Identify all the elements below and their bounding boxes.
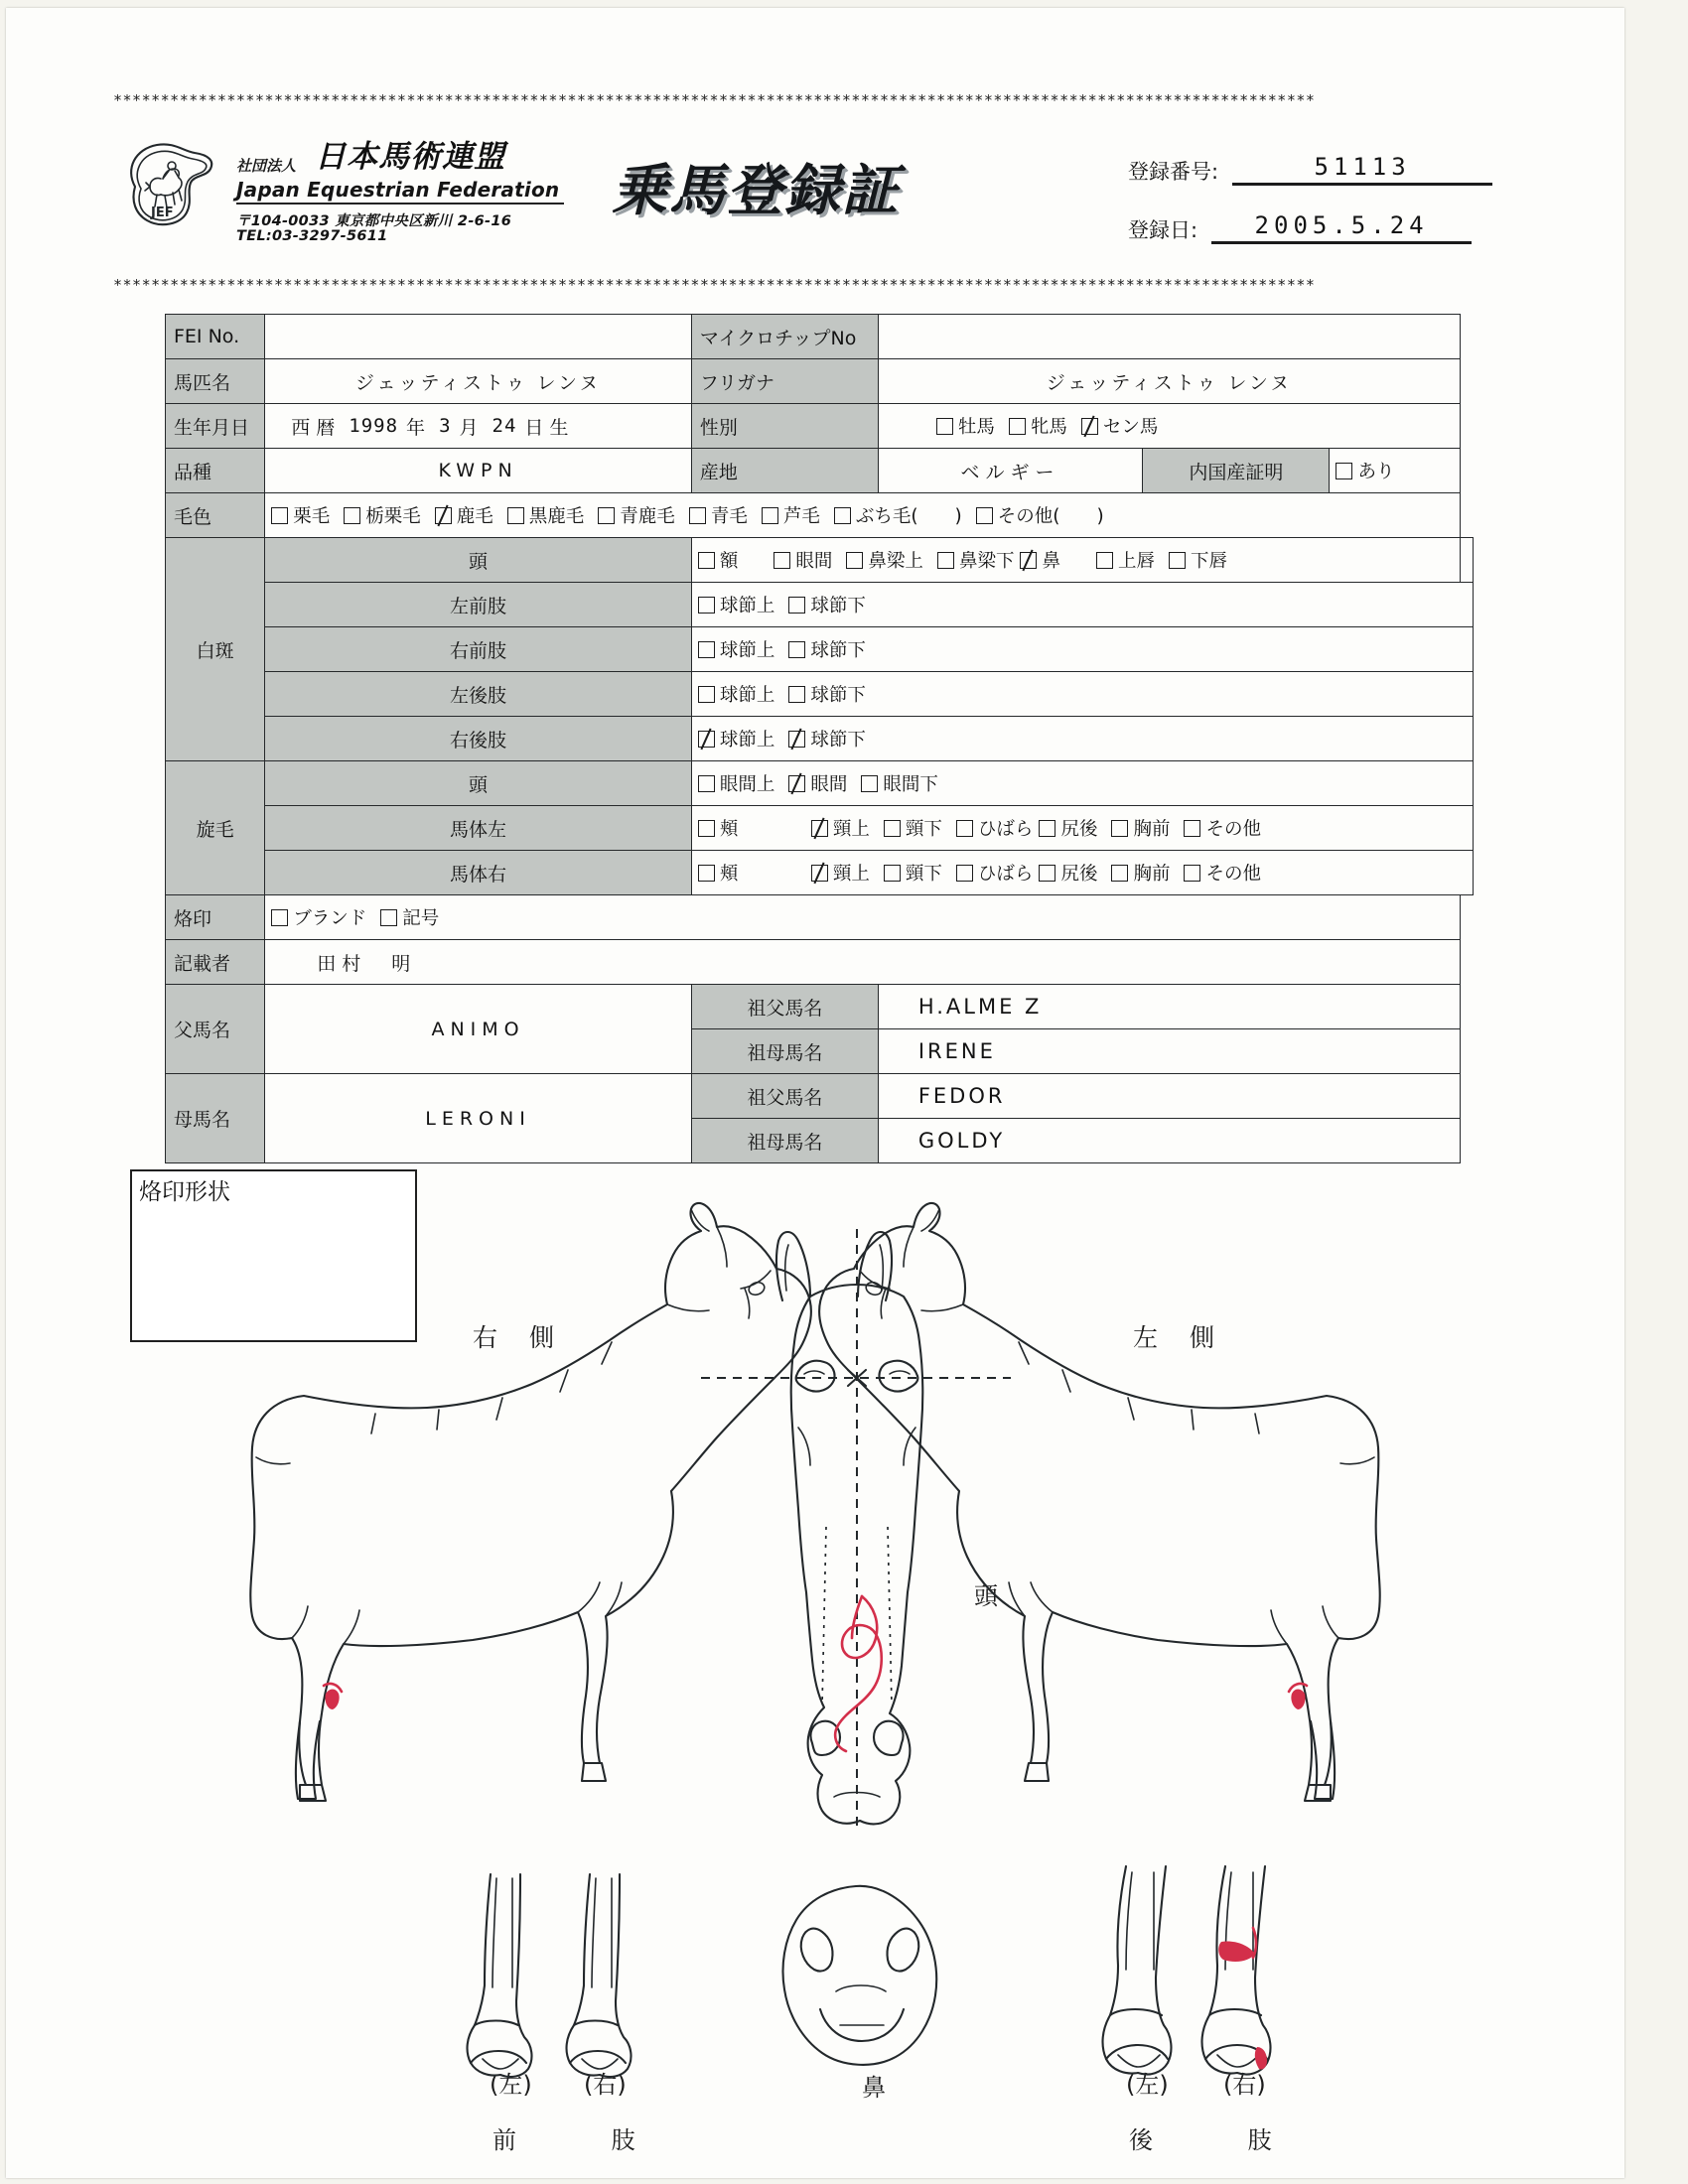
checkbox-wh-head-above[interactable] [698, 775, 715, 792]
fei-no-label: FEI No. [166, 315, 265, 359]
diagram-label-left-side: 左 側 [1133, 1323, 1226, 1352]
registration-number-label: 登録番号: [1128, 160, 1219, 184]
domestic-cert-label: 内国産証明 [1143, 449, 1330, 493]
whorls-part-head: 頭 [265, 761, 692, 806]
checkbox-wm-biryo-shita[interactable] [937, 552, 954, 569]
checkbox-buchige[interactable] [834, 507, 851, 524]
brand-option-symbol-label: 記号 [402, 908, 440, 929]
coat-option-ashige[interactable] [762, 502, 820, 528]
coat-option-aoge[interactable] [689, 502, 748, 528]
birth-day-unit: 日 [524, 416, 544, 439]
asterisk-divider-top: ******************************************************************************************************************************* [113, 93, 1316, 107]
wm-lf-below[interactable] [788, 592, 866, 617]
table-row-whorl-left [166, 806, 1474, 851]
sire-grandsire-label: 祖父馬名 [691, 985, 878, 1029]
wh-l-other[interactable] [1184, 815, 1261, 841]
coat-option-kurokage[interactable] [507, 502, 585, 528]
coat-color-value[interactable] [265, 493, 1461, 538]
registration-date-field [1128, 211, 1472, 244]
table-row-dam-grandsire [166, 1074, 1474, 1119]
wm-head-gankan-label: 眼間 [795, 551, 833, 572]
wh-r-flank-label: ひばら [977, 864, 1034, 885]
brand-options[interactable] [265, 895, 1461, 940]
org-address: 〒104-0033 東京都中央区新川 2-6-16 [236, 213, 512, 229]
brand-option-brand-label: ブランド [293, 908, 367, 929]
table-row-whitemark-rh [166, 717, 1474, 761]
whorls-left-options[interactable] [691, 806, 1473, 851]
checkbox-domestic-cert[interactable] [1336, 463, 1352, 479]
checkbox-ashige[interactable] [762, 507, 778, 524]
wh-head-below-label: 眼間下 [883, 774, 938, 795]
foreleg-pair-drawing [468, 1874, 632, 2077]
coat-option-kage[interactable] [435, 502, 493, 528]
checkbox-kurokage[interactable] [507, 507, 524, 524]
domestic-cert-value[interactable] [1330, 449, 1461, 493]
wh-l-cheek[interactable] [698, 815, 797, 841]
wh-r-cheek[interactable] [698, 860, 797, 886]
wm-rh-above-label: 球節上 [719, 730, 775, 751]
domestic-cert-option-label: あり [1357, 462, 1395, 482]
wm-rf-above-label: 球節上 [719, 640, 775, 661]
registration-number-field [1128, 153, 1492, 186]
white-marks-part-right-hind: 右後肢 [265, 717, 692, 761]
horse-right-side-drawing [250, 1203, 811, 1801]
checkbox-wm-lf-above[interactable] [698, 597, 715, 614]
wm-rh-below-label: 球節下 [810, 730, 866, 751]
diagram-label-nose: 鼻 [862, 2074, 886, 2102]
sex-value[interactable] [878, 404, 1460, 449]
org-name-en: Japan Equestrian Federation [236, 178, 560, 202]
checkbox-wh-l-flank[interactable] [956, 820, 973, 837]
white-marks-label: 白斑 [166, 538, 265, 761]
organization-block [236, 131, 559, 202]
birth-day: 24 [492, 415, 517, 437]
table-row-whitemark-head [166, 538, 1474, 583]
wh-head-below[interactable] [861, 770, 938, 796]
horse-identification-diagrams [6, 1130, 1624, 2132]
checkbox-wm-biryo-ue[interactable] [846, 552, 863, 569]
checkbox-wm-kashin[interactable] [1169, 552, 1186, 569]
coat-option-kage-label: 鹿毛 [456, 506, 493, 527]
checkbox-mare[interactable] [1009, 418, 1026, 435]
checkbox-wm-rf-above[interactable] [698, 641, 715, 658]
wm-lf-below-label: 球節下 [810, 596, 866, 616]
birth-month-unit: 月 [459, 416, 479, 439]
checkbox-wm-hitai[interactable] [698, 552, 715, 569]
wm-lh-above[interactable] [698, 681, 775, 707]
wm-head-kashin-label: 下唇 [1190, 551, 1227, 572]
white-marks-lh-options[interactable] [691, 672, 1473, 717]
muzzle-drawing [783, 1886, 937, 2065]
svg-text:JEF: JEF [151, 205, 174, 220]
white-marks-part-left-fore: 左前肢 [265, 583, 692, 627]
coat-color-label: 毛色 [166, 493, 265, 538]
checkbox-wm-rh-above[interactable] [698, 731, 715, 748]
table-row-sire-grandsire [166, 985, 1474, 1029]
wm-rf-above[interactable] [698, 636, 775, 662]
checkbox-stallion[interactable] [936, 418, 953, 435]
microchip-no-value[interactable] [878, 315, 1460, 359]
table-row-whitemark-lf [166, 583, 1474, 627]
birth-year-unit: 年 [406, 416, 426, 439]
table-row-whitemark-lh [166, 672, 1474, 717]
wh-r-chest[interactable] [1111, 860, 1170, 886]
coat-option-aokage-label: 青鹿毛 [620, 506, 675, 527]
checkbox-wm-rh-below[interactable] [788, 731, 805, 748]
white-marks-rh-options[interactable] [691, 717, 1473, 761]
diagram-label-hindleg-right: (右) [1223, 2071, 1266, 2099]
checkbox-wm-jyoushin[interactable] [1096, 552, 1113, 569]
birth-month: 3 [439, 415, 452, 437]
coat-option-tochikurige-label: 栃栗毛 [365, 506, 421, 527]
dam-granddam-label: 祖母馬名 [691, 1119, 878, 1163]
white-marks-part-left-hind: 左後肢 [265, 672, 692, 717]
checkbox-wm-rf-below[interactable] [788, 641, 805, 658]
checkbox-wh-l-other[interactable] [1184, 820, 1200, 837]
wh-l-flank-label: ひばら [977, 819, 1034, 840]
wm-rf-below-label: 球節下 [810, 640, 866, 661]
checkbox-wh-head-below[interactable] [861, 775, 878, 792]
diagram-label-right-side: 右 側 [473, 1323, 566, 1352]
wm-rh-above[interactable] [698, 726, 775, 751]
dam-grandsire-value[interactable]: FEDOR [878, 1074, 1460, 1119]
checkbox-aoge[interactable] [689, 507, 706, 524]
org-legal-form: 社団法人 [236, 157, 297, 175]
checkbox-wm-lf-below[interactable] [788, 597, 805, 614]
sire-granddam-label: 祖母馬名 [691, 1029, 878, 1074]
table-row-birth-sex [166, 404, 1474, 449]
checkbox-wh-r-flank[interactable] [956, 865, 973, 882]
wh-l-neck-lower-label: 頸下 [905, 819, 942, 840]
wm-head-kashin[interactable] [1169, 547, 1227, 573]
wm-lf-above[interactable] [698, 592, 775, 617]
whorls-head-options[interactable] [691, 761, 1473, 806]
checkbox-coat-other[interactable] [976, 507, 993, 524]
white-marks-lf-options[interactable] [691, 583, 1473, 627]
wh-head-above-label: 眼間上 [719, 774, 775, 795]
checkbox-wh-r-chest[interactable] [1111, 865, 1128, 882]
wm-head-hana[interactable] [1020, 547, 1060, 573]
wh-r-other-label: その他 [1205, 864, 1261, 885]
whorls-part-body-left: 馬体左 [265, 806, 692, 851]
birth-suffix: 生 [549, 416, 569, 439]
checkbox-wh-r-neck-upper[interactable] [811, 865, 828, 882]
wh-r-neck-lower-label: 頸下 [905, 864, 942, 885]
origin-value[interactable]: ベルギー [878, 449, 1142, 493]
birth-era: 西 暦 [291, 416, 336, 439]
horse-left-side-drawing [819, 1203, 1380, 1801]
coat-option-other[interactable] [976, 502, 1104, 528]
checkbox-wh-r-other[interactable] [1184, 865, 1200, 882]
checkbox-wm-hana[interactable] [1020, 552, 1037, 569]
checkbox-gelding[interactable] [1081, 418, 1098, 435]
fei-no-value[interactable] [265, 315, 692, 359]
domestic-cert-option[interactable] [1336, 458, 1394, 483]
sex-option-gelding[interactable] [1081, 413, 1159, 439]
checkbox-wh-r-neck-lower[interactable] [884, 865, 901, 882]
wh-r-flank[interactable] [956, 860, 1034, 886]
asterisk-divider-bottom: ******************************************************************************************************************************* [113, 278, 1316, 292]
white-marks-rf-options[interactable] [691, 627, 1473, 672]
coat-option-aoge-label: 青毛 [710, 506, 748, 527]
origin-label: 産地 [691, 449, 878, 493]
wm-lh-below-label: 球節下 [810, 685, 866, 706]
white-marks-part-head: 頭 [265, 538, 692, 583]
brand-label: 烙印 [166, 895, 265, 940]
wm-head-hana-label: 鼻 [1042, 551, 1060, 572]
wm-lh-below[interactable] [788, 681, 866, 707]
wh-l-chest[interactable] [1111, 815, 1170, 841]
diagram-label-head: 頭 [974, 1582, 998, 1610]
coat-option-ashige-label: 芦毛 [782, 506, 820, 527]
diagram-label-hindleg-left: (左) [1126, 2071, 1169, 2099]
wm-head-biryo-shita[interactable] [937, 547, 1015, 573]
diagram-label-foreleg-right: (右) [584, 2071, 627, 2099]
checkbox-wm-lh-above[interactable] [698, 686, 715, 703]
checkbox-wh-l-rear[interactable] [1039, 820, 1055, 837]
coat-option-aokage[interactable] [598, 502, 675, 528]
document-sheet [6, 8, 1624, 2178]
sex-option-gelding-label: セン馬 [1102, 417, 1159, 438]
registration-date-value: 2005.5.24 [1254, 211, 1429, 239]
wh-r-neck-upper[interactable] [811, 860, 870, 886]
wh-r-neck-upper-label: 頸上 [832, 864, 870, 885]
checkbox-brand[interactable] [271, 909, 288, 926]
recorder-label: 記載者 [166, 940, 265, 985]
checkbox-wh-r-cheek[interactable] [698, 865, 715, 882]
wh-l-rear-label: 尻後 [1060, 819, 1098, 840]
whorls-label: 旋毛 [166, 761, 265, 895]
checkbox-wh-r-rear[interactable] [1039, 865, 1055, 882]
wh-r-chest-label: 胸前 [1133, 864, 1171, 885]
dam-granddam-value[interactable]: GOLDY [878, 1119, 1460, 1163]
checkbox-wh-l-neck-upper[interactable] [811, 820, 828, 837]
org-telephone: TEL:03-3297-5611 [236, 228, 388, 244]
wh-l-chest-label: 胸前 [1133, 819, 1171, 840]
wh-r-cheek-label: 頬 [719, 864, 739, 885]
registration-details-table [165, 314, 1474, 1163]
hindleg-pair-drawing [1103, 1866, 1271, 2075]
registration-number-value: 51113 [1314, 153, 1411, 181]
white-marks-head-note[interactable] [1461, 538, 1474, 583]
wh-r-neck-lower[interactable] [884, 860, 942, 886]
sex-option-mare-label: 牝馬 [1030, 417, 1067, 438]
recorder-value[interactable]: 田村 明 [265, 940, 1461, 985]
registration-date-label: 登録日: [1128, 218, 1198, 242]
brand-option-symbol[interactable] [380, 904, 439, 930]
checkbox-wh-l-neck-lower[interactable] [884, 820, 901, 837]
wm-head-hitai-label: 額 [719, 551, 739, 572]
sex-label: 性別 [691, 404, 878, 449]
wm-head-hitai[interactable] [698, 547, 739, 573]
horse-name-label: 馬匹名 [166, 359, 265, 404]
sex-option-stallion-label: 牡馬 [957, 417, 995, 438]
wh-head-mid[interactable] [788, 770, 847, 796]
birthdate-value[interactable] [265, 404, 692, 449]
furigana-value[interactable]: ジェッティストゥ レンヌ [878, 359, 1460, 404]
org-name-ja: 日本馬術連盟 [315, 139, 506, 175]
checkbox-wh-l-chest[interactable] [1111, 820, 1128, 837]
wh-r-rear-label: 尻後 [1060, 864, 1098, 885]
checkbox-aokage[interactable] [598, 507, 615, 524]
dam-value[interactable]: LERONI [265, 1074, 692, 1163]
wh-l-flank[interactable] [956, 815, 1034, 841]
wh-l-neck-lower[interactable] [884, 815, 942, 841]
whorls-right-options[interactable] [691, 851, 1473, 895]
wm-rh-below[interactable] [788, 726, 866, 751]
table-row-coat-color [166, 493, 1474, 538]
diagram-label-hindleg: 後 肢 [1129, 2126, 1316, 2154]
sex-option-stallion[interactable] [936, 413, 995, 439]
coat-option-kurokage-label: 黒鹿毛 [528, 506, 585, 527]
checkbox-kurige[interactable] [271, 507, 288, 524]
table-row-recorder [166, 940, 1474, 985]
wm-rf-below[interactable] [788, 636, 866, 662]
checkbox-tochikurige[interactable] [344, 507, 360, 524]
coat-option-other-label: その他( ) [997, 506, 1104, 527]
wh-l-rear[interactable] [1039, 815, 1097, 841]
page-title: 乗馬登録証 [612, 159, 900, 223]
wh-l-other-label: その他 [1205, 819, 1261, 840]
coat-option-buchige[interactable] [834, 502, 962, 528]
wm-lh-above-label: 球節上 [719, 685, 775, 706]
horse-name-value[interactable]: ジェッティストゥ レンヌ [265, 359, 692, 404]
white-marks-head-options[interactable] [691, 538, 1460, 583]
birth-year: 1998 [349, 415, 399, 437]
checkbox-wh-l-cheek[interactable] [698, 820, 715, 837]
brand-option-brand[interactable] [271, 904, 366, 930]
wh-l-cheek-label: 頬 [719, 819, 739, 840]
table-row-breed-origin [166, 449, 1474, 493]
wh-head-mid-label: 眼間 [810, 774, 848, 795]
coat-option-kurige-label: 栗毛 [293, 506, 331, 527]
white-marks-part-right-fore: 右前肢 [265, 627, 692, 672]
wm-head-biryo-ue-label: 鼻梁上 [868, 551, 923, 572]
breed-value[interactable]: KWPN [265, 449, 692, 493]
checkbox-wm-lh-below[interactable] [788, 686, 805, 703]
dam-label: 母馬名 [166, 1074, 265, 1163]
coat-option-tochikurige[interactable] [344, 502, 421, 528]
sire-grandsire-value[interactable]: H.ALME Z [878, 985, 1460, 1029]
checkbox-wh-head-mid[interactable] [788, 775, 805, 792]
coat-option-kurige[interactable] [271, 502, 330, 528]
diagram-label-foreleg: 前 肢 [492, 2126, 679, 2154]
wh-l-neck-upper[interactable] [811, 815, 870, 841]
checkbox-kage[interactable] [435, 507, 452, 524]
table-row-whitemark-rf [166, 627, 1474, 672]
wm-head-gankan[interactable] [774, 547, 832, 573]
org-divider [236, 203, 564, 205]
table-row-fei [166, 315, 1474, 359]
furigana-label: フリガナ [691, 359, 878, 404]
checkbox-brand-symbol[interactable] [380, 909, 397, 926]
sex-option-mare[interactable] [1009, 413, 1067, 439]
wh-head-above[interactable] [698, 770, 775, 796]
microchip-no-label: マイクロチップNo [691, 315, 878, 359]
breed-label: 品種 [166, 449, 265, 493]
table-row-whorl-head [166, 761, 1474, 806]
wh-r-other[interactable] [1184, 860, 1261, 886]
jef-logo [117, 135, 224, 234]
table-row-name [166, 359, 1474, 404]
whorls-part-body-right: 馬体右 [265, 851, 692, 895]
coat-option-buchige-label: ぶち毛( ) [855, 506, 962, 527]
dam-grandsire-label: 祖父馬名 [691, 1074, 878, 1119]
wm-head-biryo-shita-label: 鼻梁下 [958, 551, 1015, 572]
wm-head-jyoushin[interactable] [1096, 547, 1155, 573]
wm-lf-above-label: 球節上 [719, 596, 775, 616]
sire-value[interactable]: ANIMO [265, 985, 692, 1074]
wm-head-jyoushin-label: 上唇 [1117, 551, 1155, 572]
wh-l-neck-upper-label: 頸上 [832, 819, 870, 840]
wm-head-biryo-ue[interactable] [846, 547, 923, 573]
checkbox-wm-gankan[interactable] [774, 552, 790, 569]
wh-r-rear[interactable] [1039, 860, 1097, 886]
diagram-label-foreleg-left: (左) [490, 2071, 532, 2099]
horse-head-front-drawing [701, 1229, 1011, 1831]
birthdate-label: 生年月日 [166, 404, 265, 449]
sire-label: 父馬名 [166, 985, 265, 1074]
table-row-brand [166, 895, 1474, 940]
table-row-whorl-right [166, 851, 1474, 895]
brand-shape-label: 烙印形状 [139, 1179, 230, 1205]
sire-granddam-value[interactable]: IRENE [878, 1029, 1460, 1074]
